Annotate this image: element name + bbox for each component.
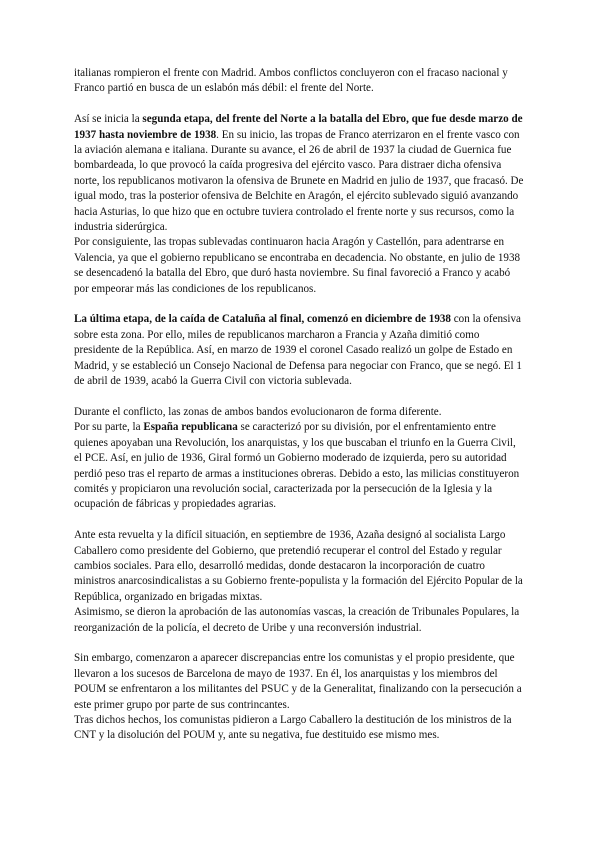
document-page bbox=[74, 66, 526, 744]
text-span: Por su parte, la bbox=[74, 421, 144, 434]
bold-heading-span: segunda etapa, del frente del Norte a la batalla del Ebro, que fue desde marzo de 1937 hasta noviembre de 1938 bbox=[74, 113, 523, 141]
text-span: se caracterizó por su división, por el enfrentamiento entre quienes apoyaban una Revolución, los anarquistas, y los que buscaban el triunfo en la Guerra Civil, el PCE. Así, en julio de 1936, Giral formó un Gobierno moderado de izquierda, pero su autoridad perdió peso tras el reparto de armas a instituciones obreras. Debido a esto, las milicias constituyeron comités y propiciaron una revolución social, caracterizada por la persecución de la Iglesia y la ocupación de fábricas y propiedades agrarias. bbox=[74, 421, 520, 511]
text-span: con la ofensiva sobre esta zona. Por ello, miles de republicanos marcharon a Francia y Azaña dimitió como presidente de la República. Así, en marzo de 1939 el coronel Casado realizó un golpe de Estado en Madrid, y se estableció un Consejo Nacional de Defensa para negociar con Franco, que se negó. El 1 de abril de 1939, acabó la Guerra Civil con victoria sublevada. bbox=[74, 313, 522, 388]
paragraph-gap bbox=[74, 636, 526, 651]
paragraph-8: Asimismo, se dieron la aprobación de las autonomías vascas, la creación de Tribunales Populares, la reorganización de la policía, el decreto de Uribe y una reconversión industrial. bbox=[74, 606, 520, 634]
paragraph-5: Durante el conflicto, las zonas de ambos bandos evolucionaron de forma diferente. bbox=[74, 405, 442, 418]
paragraph-3: Por consiguiente, las tropas sublevadas continuaron hacia Aragón y Castellón, para adentrarse en Valencia, ya que el gobierno republicano se encontraba en decadencia. No obstante, en julio de 1938 se desencadenó la batalla del Ebro, que duró hasta noviembre. Su final favoreció a Franco y acabó por empeorar más las condiciones de los republicanos. bbox=[74, 236, 521, 295]
paragraph-10: Tras dichos hechos, los comunistas pidieron a Largo Caballero la destitución de los ministros de la CNT y la disolución del POUM y, ante su negativa, fue destituido ese mismo mes. bbox=[74, 713, 512, 742]
paragraph-9: Sin embargo, comenzaron a aparecer discrepancias entre los comunistas y el propio presidente, que llevaron a los sucesos de Barcelona de mayo de 1937. En él, los anarquistas y los miembros del POUM se enfrentaron a los militantes del PSUC y de la Generalitat, finalizando con la persecución a este primer grupo por parte de sus contrincantes. bbox=[74, 652, 522, 711]
paragraph-gap bbox=[74, 297, 526, 312]
text-span: . En su inicio, las tropas de Franco aterrizaron en el frente vasco con la aviación alemana e italiana. Durante su avance, el 26 de abril de 1937 la ciudad de Guernica fue bombardeada, lo que provocó la caída progresiva del ejército vasco. Para distraer dicha ofensiva norte, los republicanos motivaron la ofensiva de Brunete en Madrid en julio de 1937, que fracasó. De igual modo, tras la posterior ofensiva de Belchite en Aragón, el ejército sublevado siguió avanzando hacia Asturias, lo que hizo que en octubre tuviera controlado el frente norte y sus recursos, como la industria siderúrgica. bbox=[74, 128, 524, 234]
paragraph-gap bbox=[74, 513, 526, 528]
bold-heading-span: España republicana bbox=[143, 421, 238, 434]
paragraph-4 bbox=[74, 312, 526, 389]
bold-heading-span: La última etapa, de la caída de Cataluña al final, comenzó en diciembre de 1938 bbox=[74, 313, 451, 326]
paragraph-1: italianas rompieron el frente con Madrid. Ambos conflictos concluyeron con el fracaso nacional y Franco partió en busca de un eslabón más débil: el frente del Norte. bbox=[74, 67, 508, 95]
paragraph-6 bbox=[74, 420, 526, 512]
text-span: Así se inicia la bbox=[74, 113, 143, 126]
paragraph-7: Ante esta revuelta y la difícil situación, en septiembre de 1936, Azaña designó al socialista Largo Caballero como presidente del Gobierno, que pretendió recuperar el control del Estado y regular cambios sociales. Para ello, desarrolló medidas, donde destacaron la incorporación de cuatro ministros anarcosindicalistas a su Gobierno frente-populista y la formación del Ejército Popular de la República, organizado en brigadas mixtas. bbox=[74, 529, 523, 603]
paragraph-gap bbox=[74, 97, 526, 112]
paragraph-2 bbox=[74, 112, 526, 235]
paragraph-gap bbox=[74, 390, 526, 405]
